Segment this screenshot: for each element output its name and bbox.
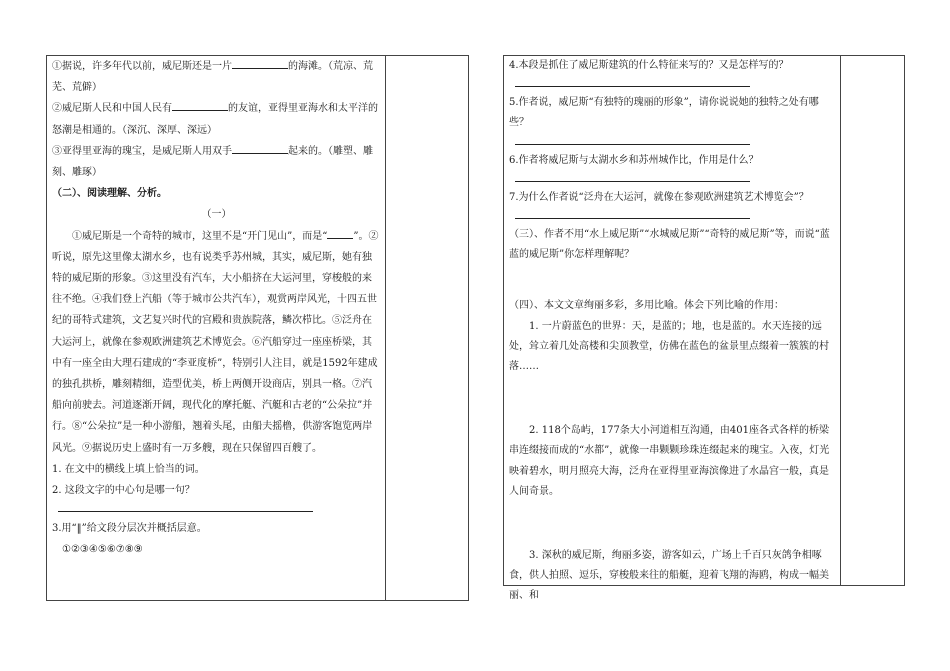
reading-passage: ①威尼斯是一个奇特的城市，这里不是“开门见山”，而是“ ”。②听说，原先这里像太湖水乡，也有说类乎苏州城，其实，威尼斯，她有独特的威尼斯的形象。③这里没有汽车，大小船挤在大运河里，穿梭般的来往不绝。④我们登上汽船（等于城市公共汽车），观赏两岸风光，十四五世纪的哥特式建筑，文艺复兴时代的宫殿和贵族院落，鳞次栉比。⑤泛舟在大运河上，就像在参观欧洲建筑艺术博览会。⑥汽船穿过一座座桥梁，其中有一座全由大理石建成的“李亚度桥”，特别引人注目，就是1592年建成的独孔拱桥，雕刻精细，造型优美，桥上两侧开设商店，别具一格。⑦汽船向前驶去。河道逐渐开阔，现代化的摩托艇、汽艇和古老的“公朵拉”并行。⑧“公朵拉”是一种小游船，翘着头尾，由船夫摇橹，供游客饱览两岸风光。⑨据说历史上盛时有一万多艘，现在只保留四百艘了。 (52, 230, 379, 454)
question-4: 4.本段是抓住了威尼斯建筑的什么特征来写的？又是怎样写的？ (509, 60, 789, 71)
section-heading-reading: （二）、阅读理解、分析。 (52, 188, 167, 200)
section-4-heading: （四）、本文文章绚丽多彩，多用比喻。体会下列比喻的作用： (509, 300, 784, 312)
metaphor-3: 3. 深秋的威尼斯，绚丽多姿，游客如云，广场上千百只灰鸽争相啄食，供人拍照、逗乐，穿梭般来往的船艇，迎着飞翔的海鸥，构成一幅美丽、和 (509, 550, 829, 602)
task-1: 1. 在文中的横线上填上恰当的词。 (52, 463, 205, 475)
vocab-q1: ①据说，许多年代以前，威尼斯还是一片 的海滩。（荒凉、荒芜、荒僻） (52, 61, 373, 94)
task-3-sentence-numbers: ①②③④⑤⑥⑦⑧⑨ (62, 544, 143, 556)
vocab-q3: ③亚得里亚海的瑰宝，是威尼斯人用双手 起来的。（雕塑、雕刻、雕琢） (52, 145, 373, 179)
answer-blank[interactable] (232, 144, 288, 154)
task-3: 3.用“‖”给文段分层次并概括层意。 (52, 523, 207, 535)
metaphor-1: 1. 一片蔚蓝色的世界：天，是蓝的；地，也是蓝的。水天连接的远处，耸立着几处高楼和尖顶教堂，仿佛在蓝色的盆景里点缀着一簇簇的村落…… (509, 320, 829, 373)
answer-line[interactable] (515, 134, 750, 145)
question-5: 5.作者说，威尼斯“有独特的瑰丽的形象”，请你说说她的独特之处有哪些？ (509, 97, 819, 129)
answer-line[interactable] (515, 208, 750, 219)
right-content (509, 56, 837, 607)
section-3-question: （三）、作者不用“水上威尼斯”“水城威尼斯”“奇特的威尼斯”等，而说“蓝蓝的威尼斯”你怎样理解呢？ (509, 229, 830, 261)
question-7: 7.为什么作者说“泛舟在大运河，就像在参观欧洲建筑艺术博览会”？ (509, 191, 809, 203)
answer-line[interactable] (58, 501, 313, 512)
task-2: 2. 这段文字的中心句是哪一句？ (52, 485, 195, 497)
left-column-divider (385, 56, 386, 600)
answer-line[interactable] (515, 171, 750, 182)
left-page-panel (46, 55, 469, 601)
left-content (52, 56, 381, 561)
vocab-q2: ②威尼斯人民和中国人民有 的友谊，亚得里亚海水和太平洋的怒潮是相通的。（深沉、深厚、深远） (52, 103, 378, 136)
answer-blank[interactable] (232, 59, 288, 69)
right-column-divider (840, 56, 841, 585)
answer-space[interactable] (509, 377, 837, 421)
answer-space[interactable] (509, 502, 837, 546)
answer-blank[interactable] (172, 101, 228, 111)
question-6: 6.作者将威尼斯与太湖水乡和苏州城作比，作用是什么？ (509, 154, 759, 166)
right-page-panel (503, 55, 905, 602)
answer-blank[interactable] (327, 229, 353, 239)
answer-line[interactable] (515, 76, 750, 87)
answer-space[interactable] (509, 265, 837, 296)
metaphor-2: 2. 118个岛屿，177条大小河道相互沟通，由401座各式各样的桥梁串连缀接而成的“水都”，就像一串颗颗珍珠连缀起来的瑰宝。入夜，灯光映着碧水，明月照亮大海，泛舟在亚得里亚海滨像进了水晶宫一般，真是人间奇景。 (509, 425, 830, 497)
passage-number: （一） (201, 209, 232, 221)
